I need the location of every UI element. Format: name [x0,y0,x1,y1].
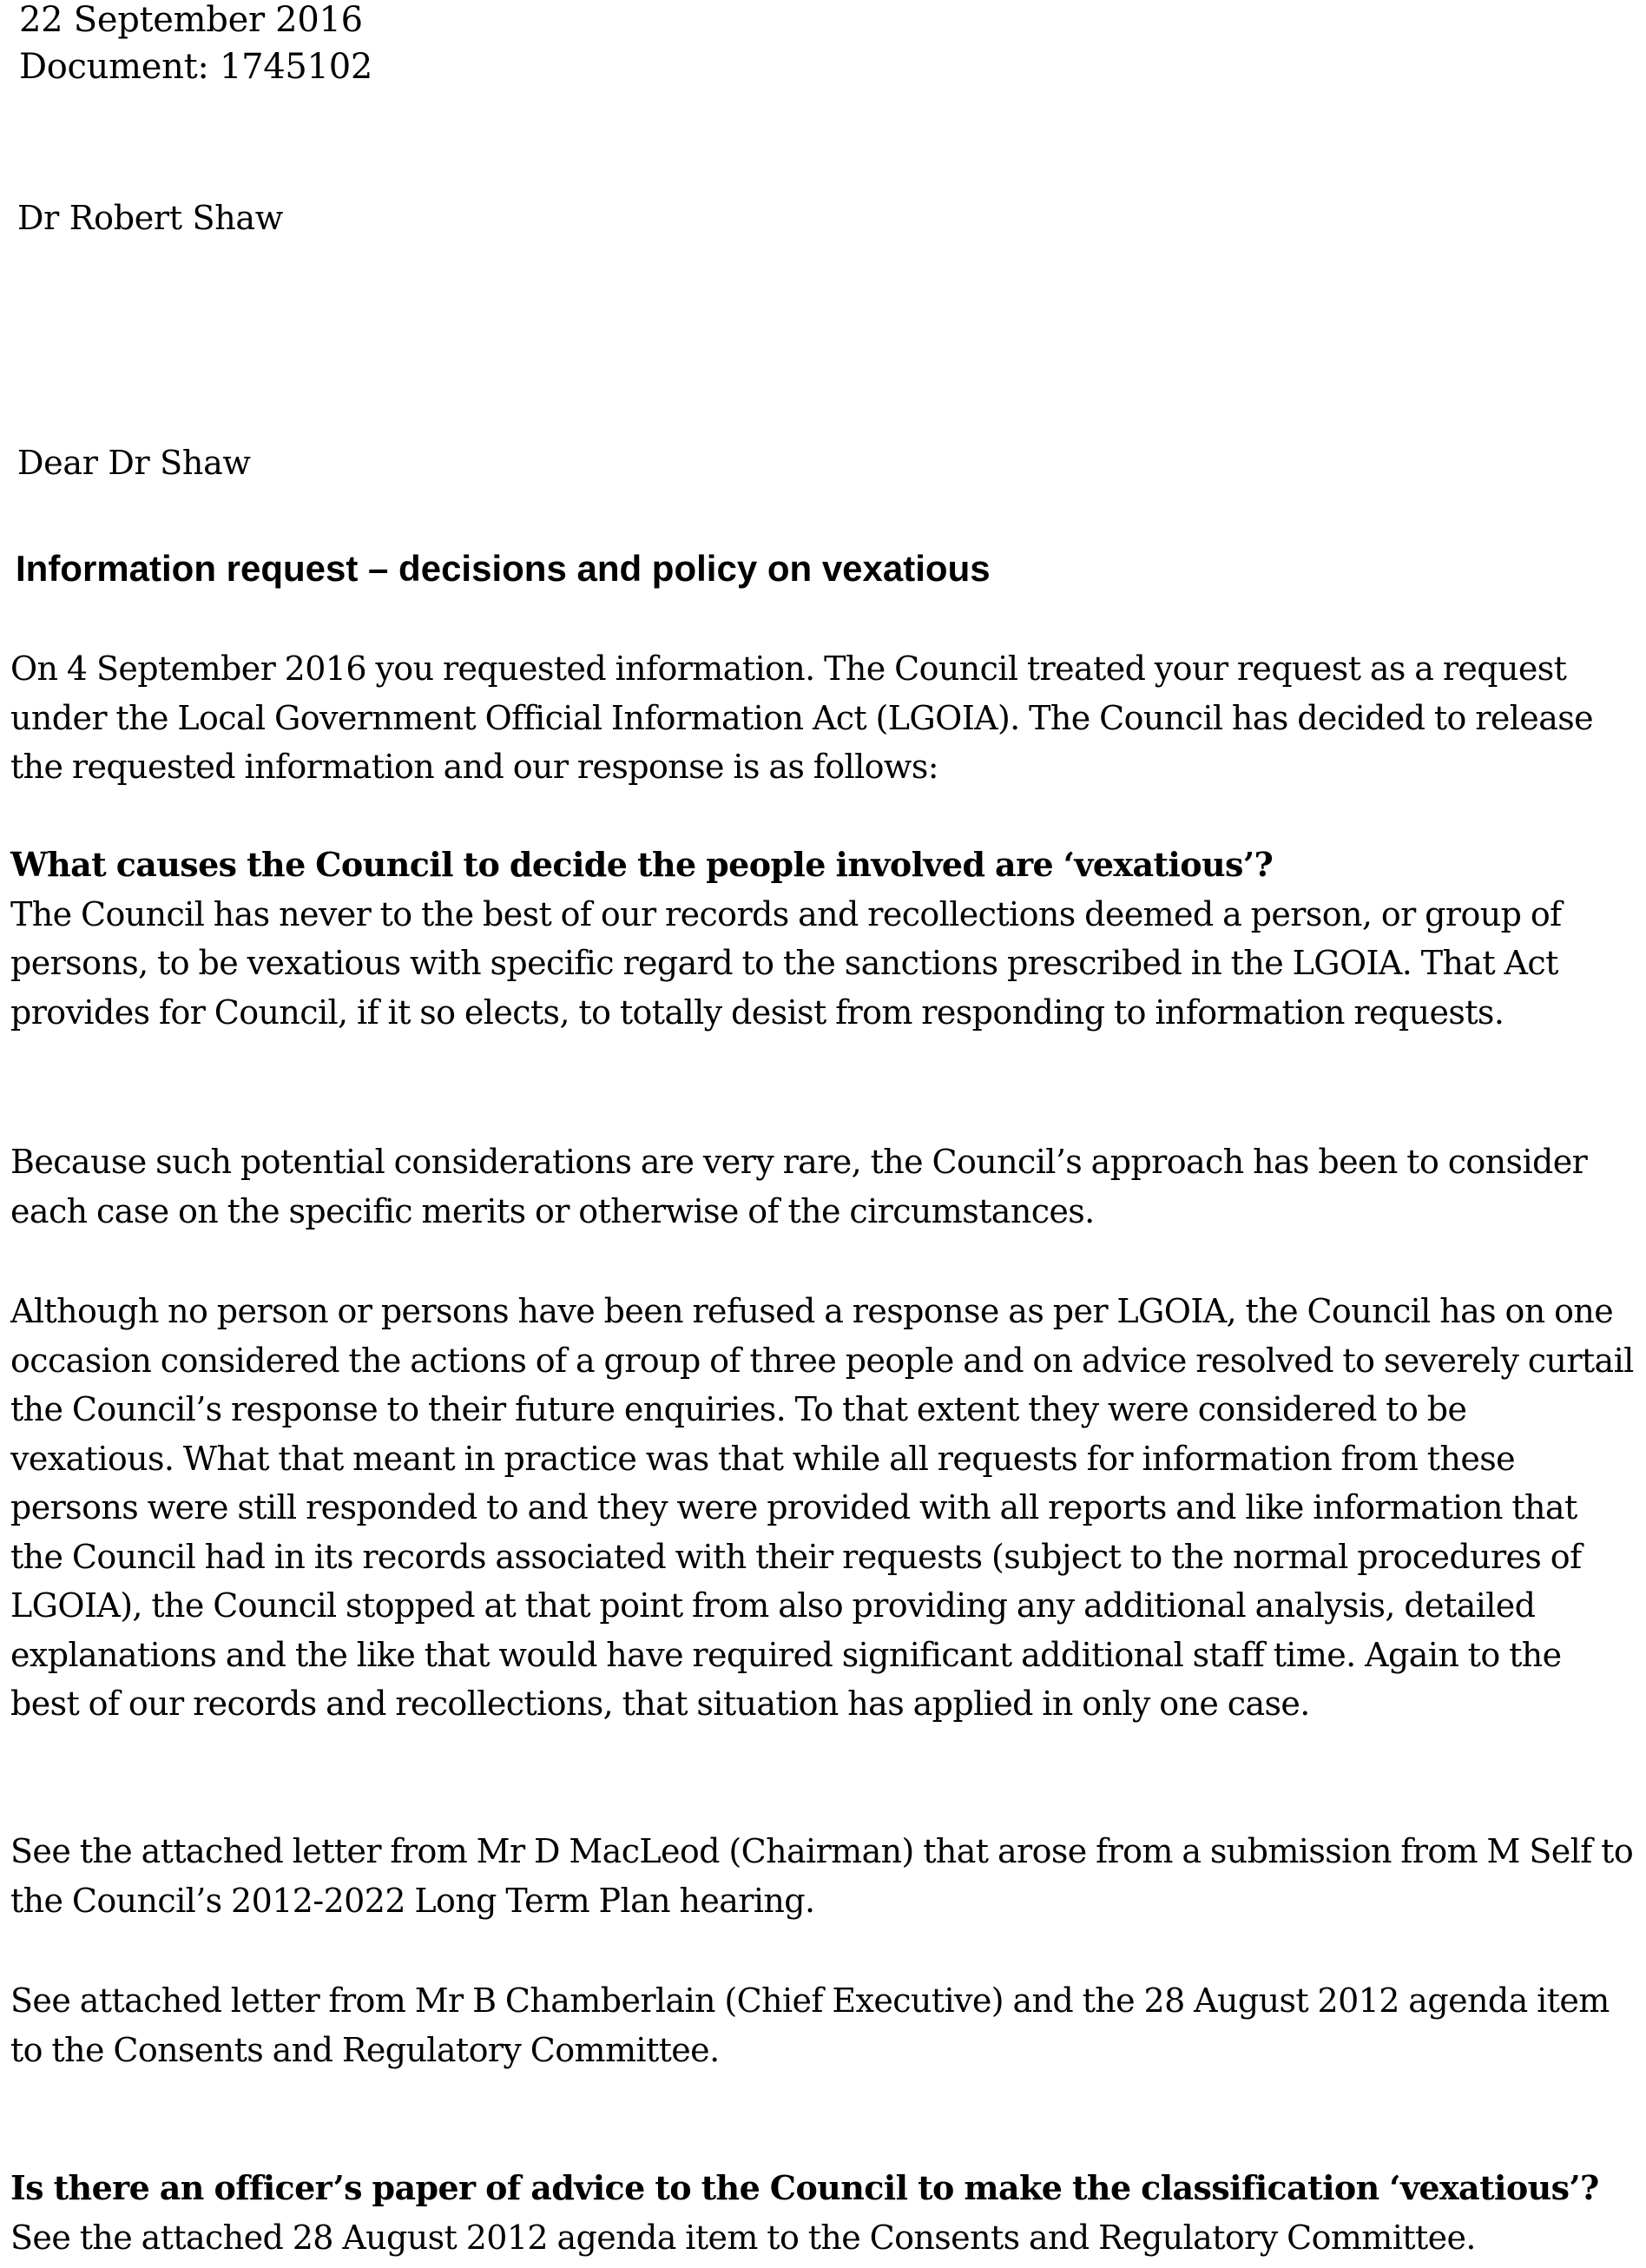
salutation: Dear Dr Shaw [17,444,251,482]
answer-1-paragraph-d: See the attached letter from Mr D MacLeod (Chairman) that arose from a submission from M Self to the Council’s 2012-2022 Long Term Plan hearing. [10,1832,1634,1920]
question-1-heading: What causes the Council to decide the people involved are ‘vexatious’? [10,845,1274,884]
answer-1-paragraph-c: Although no person or persons have been refused a response as per LGOIA, the Council has on one occasion considered the actions of a group of three people and on advice resolved to severely curtail the Council’s response to their future enquiries. To that extent they were considered to be vexatious. What that meant in practice was that while all requests for information from these persons were still responded to and they were provided with all reports and like information that the Council had in its records associated with their requests (subject to the normal procedures of LGOIA), the Council stopped at that point from also providing any additional analysis, detailed explanations and the like that would have required significant additional staff time. Again to the best of our records and recollections, that situation has applied in only one case. [10,1292,1634,1723]
recipient-name: Dr Robert Shaw [17,199,284,237]
intro-paragraph: On 4 September 2016 you requested information. The Council treated your request as a request under the Local Government Official Information Act (LGOIA). The Council has decided to release the requested information and our response is as follows: [10,649,1594,786]
letter-date: 22 September 2016 [19,0,363,40]
question-2-heading: Is there an officer’s paper of advice to the Council to make the classification ‘vexatious’? [10,2168,1599,2207]
subject-heading: Information request – decisions and policy on vexatious [16,548,991,589]
question-2-block [10,2164,1636,2262]
document-reference: Document: 1745102 [19,47,372,87]
question-1-block [10,841,1636,1037]
answer-1-paragraph-b: Because such potential considerations are very rare, the Council’s approach has been to consider each case on the specific merits or otherwise of the circumstances. [10,1143,1588,1230]
answer-1-paragraph-a: The Council has never to the best of our records and recollections deemed a person, or group of persons, to be vexatious with specific regard to the sanctions prescribed in the LGOIA. That Act provides for Council, if it so elects, to totally desist from responding to information requests. [10,894,1562,1032]
answer-1-paragraph-e: See attached letter from Mr B Chamberlain (Chief Executive) and the 28 August 2012 agenda item to the Consents and Regulatory Committee. [10,1981,1610,2069]
answer-2-paragraph: See the attached 28 August 2012 agenda item to the Consents and Regulatory Committee. [10,2218,1476,2257]
